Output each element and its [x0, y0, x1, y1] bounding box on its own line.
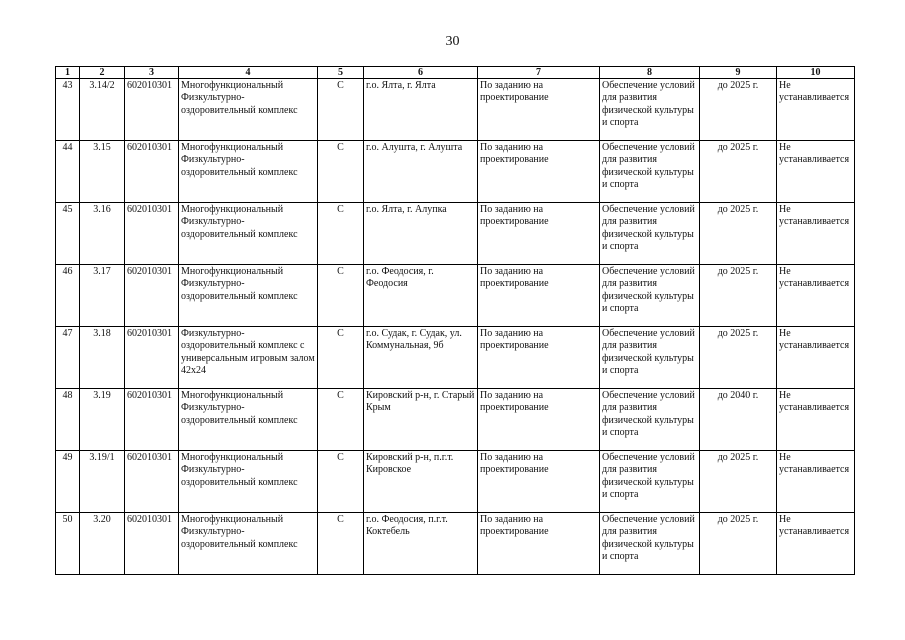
col-header-9: 9: [700, 67, 777, 79]
object-purpose: Обеспечение условий для развития физической культуры и спорта: [600, 265, 700, 327]
table-row: [56, 327, 855, 389]
implementation-term: до 2025 г.: [700, 141, 777, 203]
implementation-term: до 2025 г.: [700, 327, 777, 389]
object-name: Многофункциональный Физкультурно-оздоровительный комплекс: [179, 79, 318, 141]
okato-code: 602010301: [125, 203, 179, 265]
object-code: 3.16: [80, 203, 125, 265]
col-header-6: 6: [364, 67, 478, 79]
object-code: 3.15: [80, 141, 125, 203]
object-purpose: Обеспечение условий для развития физической культуры и спорта: [600, 513, 700, 575]
table-row: [56, 141, 855, 203]
object-parameters: По заданию на проектирование: [478, 141, 600, 203]
row-number: 44: [56, 141, 80, 203]
row-number: 46: [56, 265, 80, 327]
object-name: Многофункциональный Физкультурно-оздоровительный комплекс: [179, 265, 318, 327]
object-name: Физкультурно-оздоровительный комплекс с универсальным игровым залом 42x24: [179, 327, 318, 389]
protection-zone: Не устанавливается: [777, 389, 855, 451]
object-name: Многофункциональный Физкультурно-оздоровительный комплекс: [179, 203, 318, 265]
object-name: Многофункциональный Физкультурно-оздоровительный комплекс: [179, 513, 318, 575]
col-header-2: 2: [80, 67, 125, 79]
object-purpose: Обеспечение условий для развития физической культуры и спорта: [600, 389, 700, 451]
object-purpose: Обеспечение условий для развития физической культуры и спорта: [600, 141, 700, 203]
row-number: 47: [56, 327, 80, 389]
col-header-5: 5: [318, 67, 364, 79]
table-row: [56, 513, 855, 575]
object-purpose: Обеспечение условий для развития физической культуры и спорта: [600, 327, 700, 389]
protection-zone: Не устанавливается: [777, 141, 855, 203]
okato-code: 602010301: [125, 451, 179, 513]
okato-code: 602010301: [125, 389, 179, 451]
protection-zone: Не устанавливается: [777, 327, 855, 389]
object-type: С: [318, 141, 364, 203]
table-row: [56, 203, 855, 265]
implementation-term: до 2025 г.: [700, 451, 777, 513]
object-type: С: [318, 513, 364, 575]
protection-zone: Не устанавливается: [777, 203, 855, 265]
object-parameters: По заданию на проектирование: [478, 389, 600, 451]
implementation-term: до 2025 г.: [700, 265, 777, 327]
implementation-term: до 2040 г.: [700, 389, 777, 451]
object-code: 3.18: [80, 327, 125, 389]
object-name: Многофункциональный Физкультурно-оздоровительный комплекс: [179, 141, 318, 203]
object-location: г.о. Феодосия, г. Феодосия: [364, 265, 478, 327]
object-purpose: Обеспечение условий для развития физической культуры и спорта: [600, 79, 700, 141]
object-purpose: Обеспечение условий для развития физической культуры и спорта: [600, 203, 700, 265]
object-parameters: По заданию на проектирование: [478, 79, 600, 141]
object-parameters: По заданию на проектирование: [478, 451, 600, 513]
object-location: г.о. Судак, г. Судак, ул. Коммунальная, 9б: [364, 327, 478, 389]
col-header-8: 8: [600, 67, 700, 79]
row-number: 48: [56, 389, 80, 451]
object-parameters: По заданию на проектирование: [478, 203, 600, 265]
page-number: 30: [445, 34, 460, 49]
header-row: [56, 67, 855, 79]
implementation-term: до 2025 г.: [700, 79, 777, 141]
object-type: С: [318, 79, 364, 141]
protection-zone: Не устанавливается: [777, 451, 855, 513]
okato-code: 602010301: [125, 513, 179, 575]
row-number: 45: [56, 203, 80, 265]
col-header-7: 7: [478, 67, 600, 79]
protection-zone: Не устанавливается: [777, 265, 855, 327]
object-purpose: Обеспечение условий для развития физической культуры и спорта: [600, 451, 700, 513]
implementation-term: до 2025 г.: [700, 513, 777, 575]
object-type: С: [318, 389, 364, 451]
row-number: 43: [56, 79, 80, 141]
row-number: 50: [56, 513, 80, 575]
table-row: [56, 389, 855, 451]
object-type: С: [318, 265, 364, 327]
okato-code: 602010301: [125, 79, 179, 141]
object-code: 3.14/2: [80, 79, 125, 141]
object-parameters: По заданию на проектирование: [478, 327, 600, 389]
object-name: Многофункциональный Физкультурно-оздоровительный комплекс: [179, 389, 318, 451]
row-number: 49: [56, 451, 80, 513]
object-location: Кировский р-н, п.г.т. Кировское: [364, 451, 478, 513]
okato-code: 602010301: [125, 265, 179, 327]
object-type: С: [318, 203, 364, 265]
protection-zone: Не устанавливается: [777, 513, 855, 575]
object-code: 3.20: [80, 513, 125, 575]
okato-code: 602010301: [125, 141, 179, 203]
okato-code: 602010301: [125, 327, 179, 389]
object-location: г.о. Феодосия, п.г.т. Коктебель: [364, 513, 478, 575]
table-row: [56, 79, 855, 141]
object-code: 3.19/1: [80, 451, 125, 513]
col-header-1: 1: [56, 67, 80, 79]
col-header-3: 3: [125, 67, 179, 79]
col-header-10: 10: [777, 67, 855, 79]
table-row: [56, 265, 855, 327]
object-location: г.о. Алушта, г. Алушта: [364, 141, 478, 203]
objects-table: [55, 66, 855, 575]
object-type: С: [318, 327, 364, 389]
object-name: Многофункциональный Физкультурно-оздоровительный комплекс: [179, 451, 318, 513]
col-header-4: 4: [179, 67, 318, 79]
object-location: Кировский р-н, г. Старый Крым: [364, 389, 478, 451]
protection-zone: Не устанавливается: [777, 79, 855, 141]
object-location: г.о. Ялта, г. Ялта: [364, 79, 478, 141]
object-parameters: По заданию на проектирование: [478, 513, 600, 575]
table-row: [56, 451, 855, 513]
object-code: 3.17: [80, 265, 125, 327]
object-code: 3.19: [80, 389, 125, 451]
object-location: г.о. Ялта, г. Алупка: [364, 203, 478, 265]
implementation-term: до 2025 г.: [700, 203, 777, 265]
object-parameters: По заданию на проектирование: [478, 265, 600, 327]
object-type: С: [318, 451, 364, 513]
